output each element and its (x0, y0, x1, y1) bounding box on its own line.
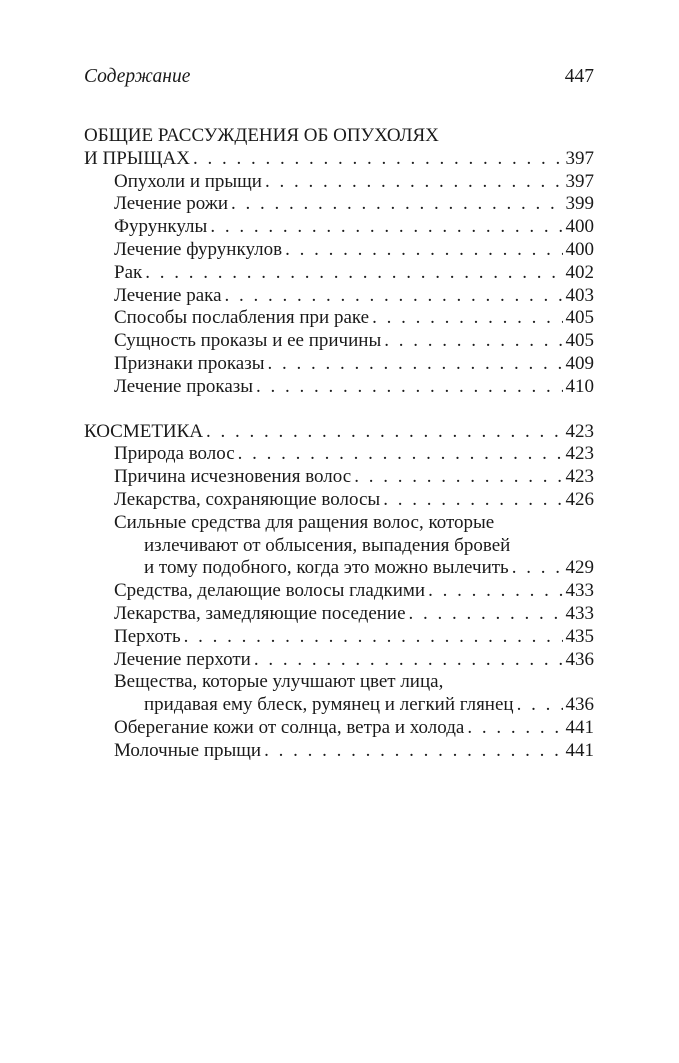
page-number: 447 (564, 66, 594, 87)
toc-entry-title: Лечение перхоти (114, 648, 251, 670)
running-head-title: Содержание (84, 66, 191, 87)
running-head (84, 66, 594, 88)
toc-entry-title: Опухоли и прыщи (114, 170, 262, 192)
toc-page: 400 (565, 238, 594, 260)
toc-entry (84, 443, 594, 466)
dot-leader (372, 307, 562, 330)
toc-page: 423 (565, 466, 594, 488)
toc-entry (84, 330, 594, 353)
toc-entry (84, 626, 594, 649)
dot-leader (285, 239, 562, 262)
toc-entry-title: Оберегание кожи от солнца, ветра и холода (114, 716, 465, 738)
dot-leader (238, 443, 563, 466)
toc-page: 433 (565, 580, 594, 602)
toc-entry-title: и тому подобного, когда это можно вылечить (144, 557, 509, 579)
toc-page: 403 (565, 284, 594, 306)
toc-entry-title: Причина исчезновения волос (114, 466, 352, 488)
section-heading-text: И ПРЫЩАХ (84, 147, 190, 169)
toc-entry (84, 557, 594, 580)
toc-page: 436 (565, 694, 594, 716)
toc-page: 397 (565, 170, 594, 192)
toc-page: 405 (565, 330, 594, 352)
toc-section-cosmetics (84, 421, 594, 763)
toc-entry-title: Сущность проказы и ее причины (114, 330, 382, 352)
section-heading-row (84, 148, 594, 171)
dot-leader (145, 262, 562, 285)
toc-entry (84, 239, 594, 262)
dot-leader (384, 330, 562, 353)
toc-entry (84, 694, 594, 717)
table-of-contents (84, 125, 594, 785)
toc-entry-title-line: излечивают от облысения, выпадения бровей (144, 534, 511, 556)
toc-entry (84, 603, 594, 626)
dot-leader (512, 557, 563, 580)
toc-entry-title: Признаки проказы (114, 352, 265, 374)
toc-entry (84, 489, 594, 512)
toc-entry-title-line: Вещества, которые улучшают цвет лица, (114, 671, 444, 693)
dot-leader (210, 216, 562, 239)
dot-leader (225, 285, 563, 308)
toc-entry-title: придавая ему блеск, румянец и легкий глянец (144, 694, 514, 716)
dot-leader (265, 171, 563, 194)
dot-leader (517, 694, 563, 717)
toc-entry-title-line: Сильные средства для ращения волос, которые (114, 511, 495, 533)
toc-entry-title: Лечение фурункулов (114, 238, 283, 260)
dot-leader (383, 489, 562, 512)
dot-leader (267, 353, 562, 376)
dot-leader (428, 580, 562, 603)
dot-leader (256, 376, 562, 399)
toc-entry (84, 466, 594, 489)
toc-page: 405 (565, 307, 594, 329)
toc-page: 400 (565, 216, 594, 238)
toc-entry-title: Рак (114, 261, 143, 283)
toc-entry (84, 580, 594, 603)
toc-section-tumors (84, 125, 594, 399)
toc-page: 410 (565, 375, 594, 397)
toc-entry (84, 262, 594, 285)
toc-entry (84, 171, 594, 194)
toc-entry (84, 649, 594, 672)
toc-entry-title: Способы послабления при раке (114, 307, 370, 329)
section-heading: ОБЩИЕ РАССУЖДЕНИЯ ОБ ОПУХОЛЯХ (84, 125, 439, 146)
toc-page: 399 (565, 193, 594, 215)
section-heading-text: КОСМЕТИКА (84, 420, 204, 442)
toc-page: 435 (565, 625, 594, 647)
toc-entry-title: Лекарства, сохраняющие волосы (114, 488, 381, 510)
toc-entry-title: Средства, делающие волосы гладкими (114, 580, 426, 602)
toc-entry (84, 740, 594, 763)
toc-entry-title: Фурункулы (114, 216, 208, 238)
toc-page: 397 (565, 147, 594, 169)
toc-page: 429 (565, 557, 594, 579)
toc-entry-title: Перхоть (114, 625, 181, 647)
dot-leader (206, 421, 562, 444)
toc-entry (84, 285, 594, 308)
toc-page: 441 (565, 739, 594, 761)
toc-entry (84, 216, 594, 239)
toc-entry-title: Лечение проказы (114, 375, 254, 397)
toc-page: 423 (565, 420, 594, 442)
toc-page: 426 (565, 488, 594, 510)
toc-page: 441 (565, 716, 594, 738)
toc-entry (84, 307, 594, 330)
section-heading-row (84, 421, 594, 444)
dot-leader (254, 649, 563, 672)
toc-entry (84, 376, 594, 399)
toc-entry-title: Лечение рожи (114, 193, 229, 215)
dot-leader (193, 148, 563, 171)
dot-leader (264, 740, 562, 763)
dot-leader (184, 626, 563, 649)
dot-leader (231, 193, 562, 216)
dot-leader (354, 466, 562, 489)
toc-entry-title: Природа волос (114, 443, 235, 465)
dot-leader (467, 717, 562, 740)
toc-entry-title: Лечение рака (114, 284, 222, 306)
dot-leader (409, 603, 563, 626)
toc-page: 433 (565, 602, 594, 624)
toc-entry (84, 717, 594, 740)
toc-page: 423 (565, 443, 594, 465)
toc-page: 436 (565, 648, 594, 670)
toc-page: 402 (565, 261, 594, 283)
toc-page: 409 (565, 352, 594, 374)
toc-entry (84, 193, 594, 216)
toc-entry-title: Лекарства, замедляющие поседение (114, 602, 406, 624)
toc-entry-title: Молочные прыщи (114, 739, 262, 761)
toc-entry (84, 353, 594, 376)
